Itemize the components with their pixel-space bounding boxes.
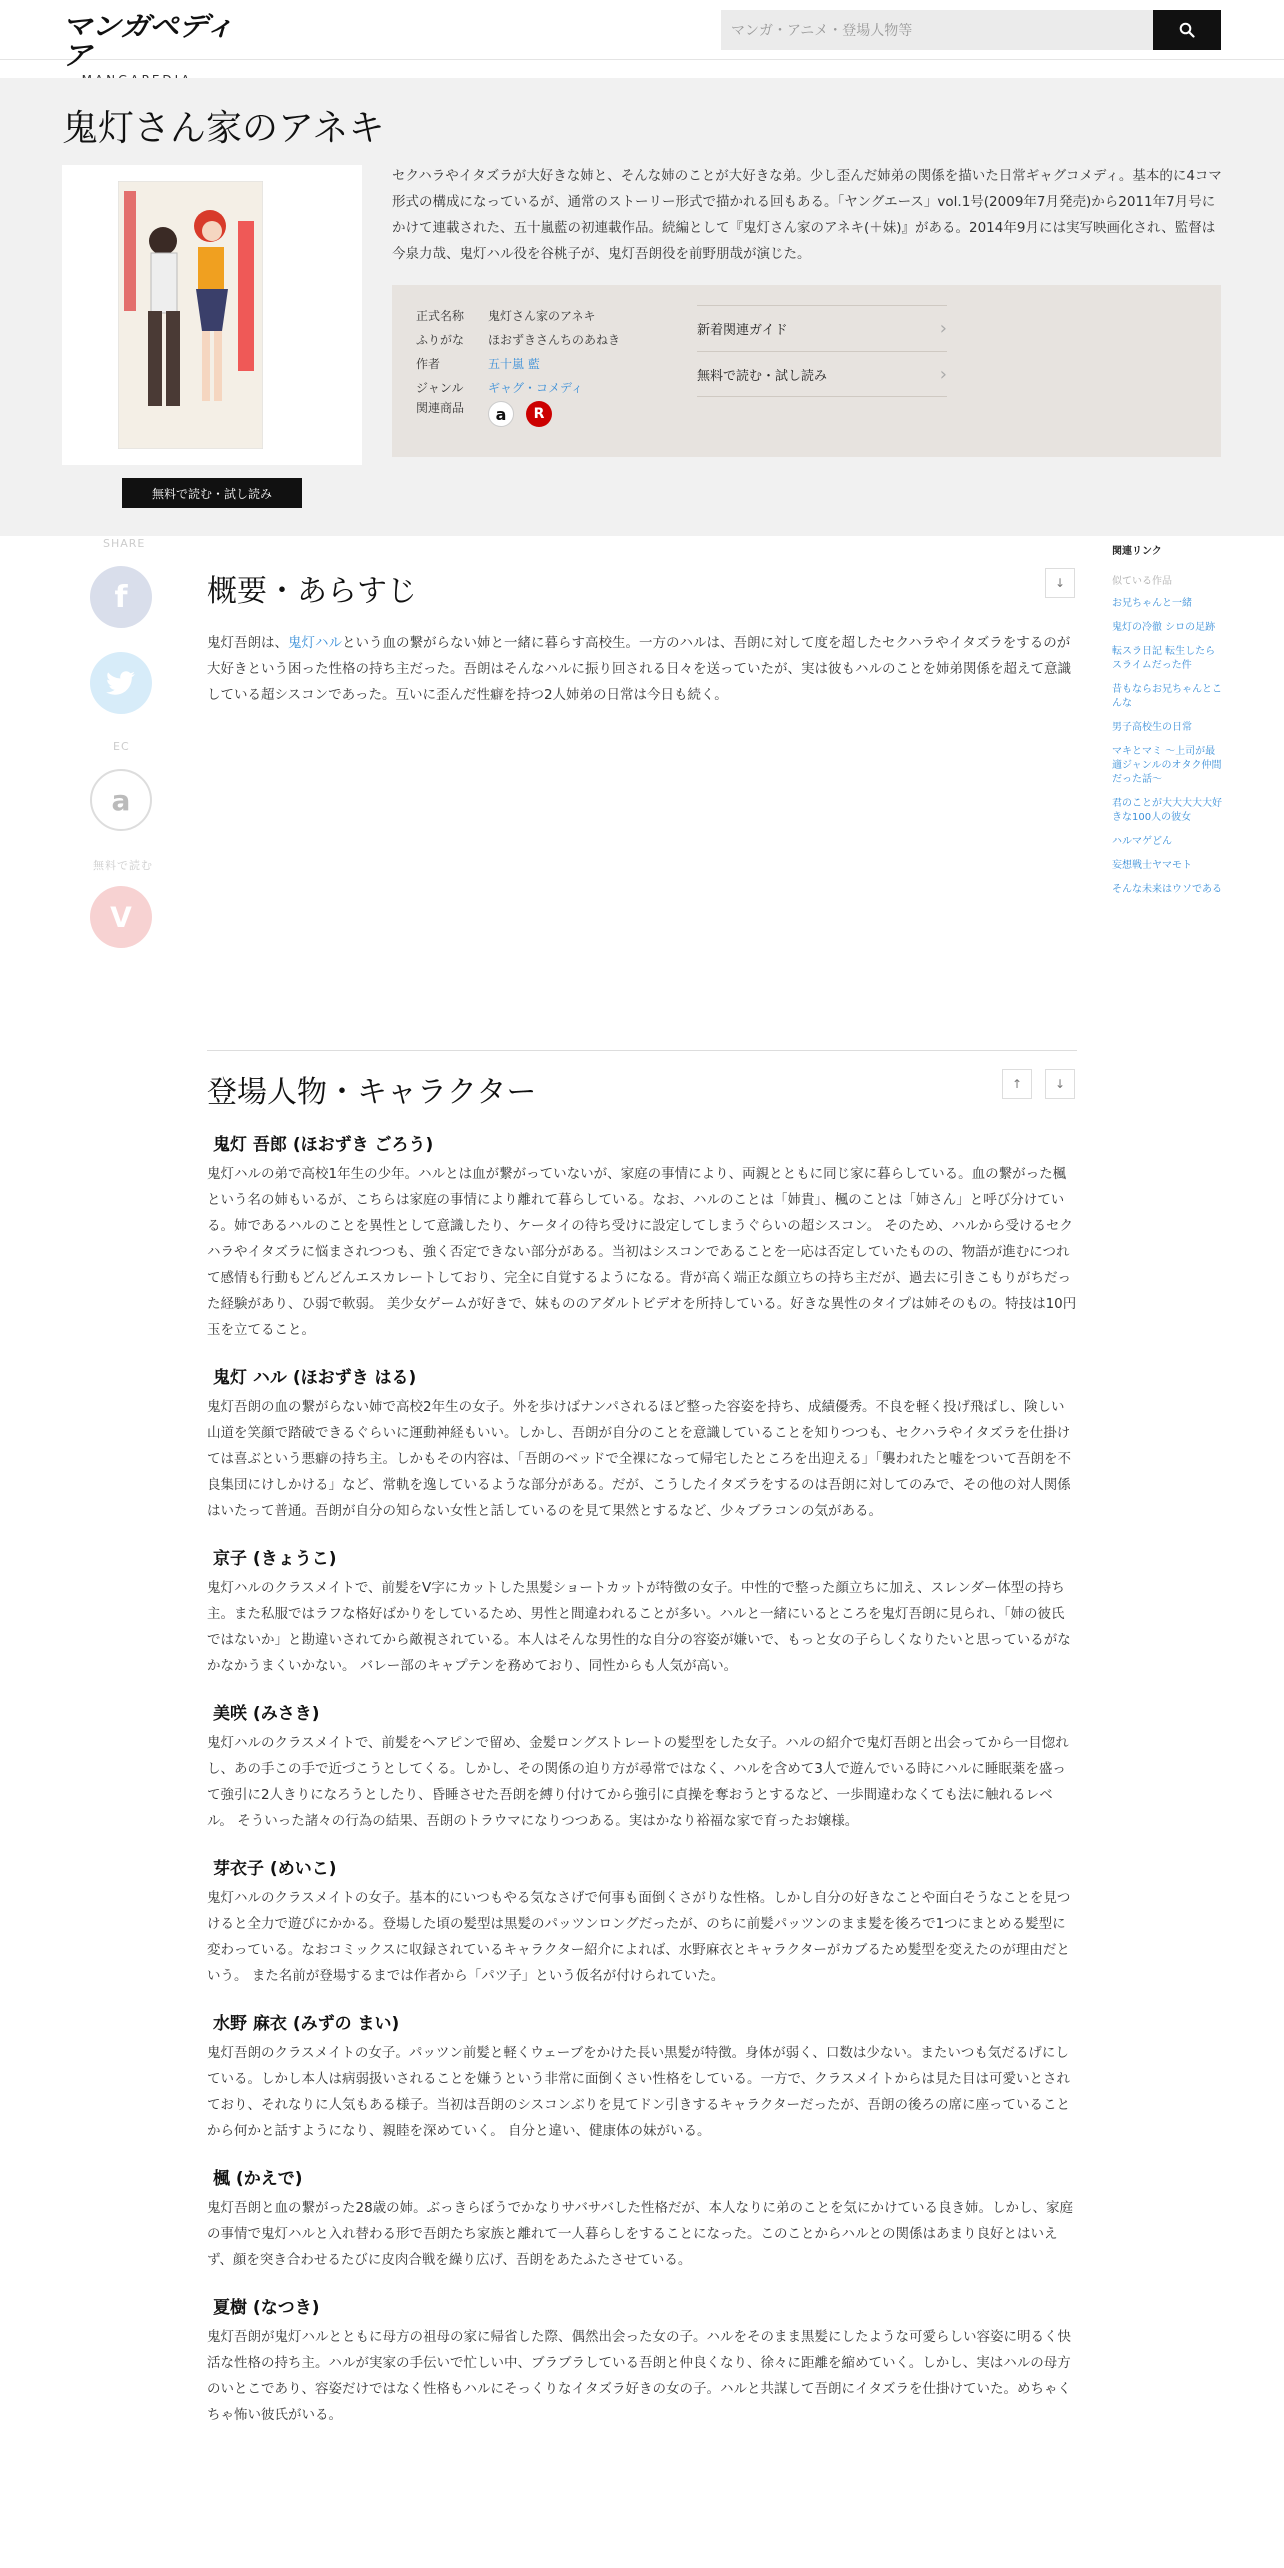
info-row-genre bbox=[416, 375, 620, 399]
character-name: 鬼灯 吾郎 (ほおずき ごろう) bbox=[213, 1135, 434, 1155]
shop-icons bbox=[488, 401, 552, 427]
main-content bbox=[207, 560, 1077, 2448]
related-link[interactable]: マキとマミ ～上司が最適ジャンルのオタク仲間だった話～ bbox=[1112, 746, 1222, 785]
character-entry bbox=[207, 2293, 1077, 2428]
character-entry bbox=[207, 1699, 1077, 1834]
info-row-furigana bbox=[416, 327, 620, 351]
character-description: 鬼灯ハルのクラスメイトの女子。基本的にいつもやる気なさげで何事も面倒くさがりな性格。しかし自分の好きなことや面白そうなことを見つけると全力で遊びにかかる。登場した頃の髪型は黒髪のパッツンロングだったが、のちに前髪パッツンのまま髪を後ろで1つにまとめる髪型に変わっている。なおコミックスに収録されているキャラクター紹介によれば、水野麻衣とキャラクターがカブるため髪型を変えたのが理由だという。 また名前が登場するまでは作者から「パツ子」という仮名が付けられていた。 bbox=[207, 1890, 1071, 1984]
info-key: 作者 bbox=[416, 356, 441, 371]
page-title: 鬼灯さん家のアネキ bbox=[62, 108, 385, 149]
character-description: 鬼灯ハルの弟で高校1年生の少年。ハルとは血が繋がっていないが、家庭の事情により、両親とともに同じ家に暮らしている。血の繋がった楓という名の姉もいるが、こちらは家庭の事情により離れて暮らしている。なお、ハルのことは「姉貴」、楓のことは「姉さん」と呼び分けている。姉であるハルのことを異性として意識したり、ケータイの待ち受けに設定してしまうぐらいの超シスコン。 そのため、ハルから受けるセクハラやイタズラに悩まされつつも、強く否定できない部分がある。当初はシスコンであることを一応は否定していたものの、物語が進むにつれて感情も行動もどんどんエスカレートしており、完全に自覚するようになる。背が高く端正な顔立ちの持ち主だが、過去に引きこもりがちだった経験があり、ひ弱で軟弱。 美少女ゲームが好きで、妹もののアダルトビデオを所持している。好きな異性のタイプは姉そのもの。特技は10円玉を立てること。 bbox=[207, 1166, 1077, 1338]
character-description: 鬼灯ハルのクラスメイトで、前髪をヘアピンで留め、金髪ロングストレートの髪型をした女子。ハルの紹介で鬼灯吾朗と出会ってから一目惚れし、あの手この手で近づこうとしてくる。しかし、その関係の迫り方が尋常ではなく、ハルを含めて3人で遊んでいる時にハルに睡眠薬を盛って強引に2人きりになろうとしたり、昏睡させた吾朗を縛り付けてから強引に貞操を奪おうとするなど、一歩間違わなくても法に触れるレベル。 そういった諸々の行為の結果、吾朗のトラウマになりつつある。実はかなり裕福な家で育ったお嬢様。 bbox=[207, 1735, 1069, 1829]
chevron-right-icon: › bbox=[939, 318, 947, 339]
cover-frame bbox=[62, 165, 362, 465]
character-description: 鬼灯吾朗の血の繋がらない姉で高校2年生の女子。外を歩けばナンパされるほど整った容姿を持ち、成績優秀。不良を軽く投げ飛ばし、険しい山道を笑顔で踏破できるぐらいに運動神経もいい。しかし、吾朗が自分のことを意識していることを知りつつも、セクハラやイタズラを仕掛けては喜ぶという悪癖の持ち主。しかもその内容は、「吾朗のベッドで全裸になって帰宅したところを出迎える」「襲われたと嘘をついて吾朗を不良集団にけしかける」など、常軌を逸しているような部分がある。だが、こうしたイタズラをするのは吾朗に対してのみで、その他の対人関係はいたって普通。吾朗が自分の知らない女性と話しているのを見て果然とするなど、少々ブラコンの気がある。 bbox=[207, 1399, 1071, 1519]
share-label: SHARE bbox=[103, 537, 146, 550]
site-logo[interactable] bbox=[62, 10, 262, 72]
link-label: 新着関連ガイド bbox=[697, 323, 788, 338]
work-info-table bbox=[416, 303, 620, 435]
similar-works-heading: 似ている作品 bbox=[1112, 576, 1172, 587]
search-input[interactable] bbox=[721, 10, 1153, 50]
new-guide-link[interactable] bbox=[697, 305, 947, 351]
amazon-icon: a bbox=[111, 783, 131, 817]
work-info-box bbox=[392, 285, 1221, 457]
related-link[interactable]: 昔もならお兄ちゃんとこんな bbox=[1112, 684, 1222, 709]
link-label: 無料で読む・試し読み bbox=[697, 368, 828, 384]
related-link[interactable]: ハルマゲどん bbox=[1112, 836, 1172, 847]
character-entry bbox=[207, 1854, 1077, 1989]
related-links bbox=[1112, 545, 1222, 907]
info-row-author bbox=[416, 351, 620, 375]
character-entry bbox=[207, 1363, 1077, 1524]
facebook-share-button[interactable] bbox=[90, 566, 152, 628]
scroll-up-button[interactable] bbox=[1002, 1069, 1032, 1099]
character-description: 鬼灯吾朗と血の繋がった28歳の姉。ぶっきらぼうでかなりサバサバした性格だが、本人なりに弟のことを気にかけている良き姉。しかし、家庭の事情で鬼灯ハルと入れ替わる形で吾朗たち家族と離れて一人暮らしをすることになった。このことからハルとの関係はあまり良好とはいえず、顔を突き合わせるたびに皮肉合戦を繰り広げ、吾朗をあたふたさせている。 bbox=[207, 2200, 1074, 2268]
characters-title: 登場人物・キャラクター bbox=[207, 1075, 537, 1110]
info-key: ふりがな bbox=[416, 332, 465, 347]
info-links bbox=[697, 305, 947, 397]
info-value: ほおずきさんちのあねき bbox=[488, 332, 621, 347]
info-key: ジャンル bbox=[416, 380, 464, 395]
character-name: 鬼灯 ハル (ほおずき はる) bbox=[213, 1368, 417, 1388]
facebook-icon: f bbox=[114, 579, 128, 615]
amazon-ec-button[interactable] bbox=[90, 769, 152, 831]
chevron-right-icon: › bbox=[939, 363, 947, 385]
info-row-products bbox=[416, 399, 620, 435]
info-row-official-name bbox=[416, 303, 620, 327]
character-name: 楓 (かえで) bbox=[213, 2169, 303, 2189]
overview-header bbox=[207, 560, 1077, 620]
character-name: 夏樹 (なつき) bbox=[213, 2298, 320, 2318]
character-list bbox=[207, 1130, 1077, 2428]
free-read-label: 無料で読む bbox=[93, 859, 153, 872]
info-key: 正式名称 bbox=[416, 308, 465, 323]
free-read-link[interactable] bbox=[697, 351, 947, 397]
related-link[interactable]: 妄想戦士ヤマモト bbox=[1112, 860, 1192, 871]
ec-label: EC bbox=[113, 740, 130, 753]
related-link[interactable]: 鬼灯の冷徹 シロの足跡 bbox=[1112, 622, 1216, 633]
character-name: 水野 麻衣 (みずの まい) bbox=[213, 2014, 400, 2034]
scroll-down-button[interactable] bbox=[1045, 568, 1075, 598]
character-name: 美咲 (みさき) bbox=[213, 1704, 320, 1724]
work-description: セクハラやイタズラが大好きな姉と、そんな姉のことが大好きな弟。少し歪んだ姉弟の関係を描いた日常ギャグコメディ。基本的に4コマ形式の構成になっているが、通常のストーリー形式で描かれる回もある。「ヤングエース」vol.1号(2009年7月発売)から2011年7月号にかけて連載された、五十嵐藍の初連載作品。続編として『鬼灯さん家のアネキ(＋妹)』がある。2014年9月には実写映画化され、監督は今泉力哉、鬼灯ハル役を谷桃子が、鬼灯吾朗役を前野朋哉が演じた。 bbox=[392, 168, 1222, 262]
free-read-share-button[interactable] bbox=[90, 886, 152, 948]
rakuten-icon[interactable]: R bbox=[526, 401, 552, 427]
logo-main-text: マンガペディア bbox=[62, 11, 234, 72]
character-entry bbox=[207, 1130, 1077, 1343]
character-entry bbox=[207, 2164, 1077, 2273]
character-description: 鬼灯ハルのクラスメイトで、前髪をV字にカットした黒髪ショートカットが特徴の女子。中性的で整った顔立ちに加え、スレンダー体型の持ち主。また私服ではラフな格好ばかりをしているため、男性と間違われることが多い。ハルと一緒にいるところを鬼灯吾朗に見られ、「姉の彼氏ではないか」と勘違いされてから敵視されている。本人はそんな男性的な自分の容姿が嫌いで、もっと女の子らしくなりたいと思っているがなかなかうまくいかない。 バレー部のキャプテンを務めており、同性からも人気が高い。 bbox=[207, 1580, 1071, 1674]
overview-title: 概要・あらすじ bbox=[207, 574, 417, 609]
related-links-title: 関連リンク bbox=[1112, 546, 1162, 557]
scroll-down-button[interactable] bbox=[1045, 1069, 1075, 1099]
arrow-down-icon: ↓ bbox=[1054, 576, 1066, 590]
character-description: 鬼灯吾朗が鬼灯ハルとともに母方の祖母の家に帰省した際、偶然出会った女の子。ハルをそのまま黒髪にしたような可愛らしい容姿に明るく快活な性格の持ち主。ハルが実家の手伝いで忙しい中、ブラブラしている吾朗と仲良くなり、徐々に距離を縮めていく。しかし、実はハルの母方のいとこであり、容姿だけではなく性格もハルにそっくりなイタズラ好きの女の子。ハルと共謀して吾朗にイタズラを仕掛けていた。めちゃくちゃ怖い彼氏がいる。 bbox=[207, 2329, 1071, 2423]
overview-text-rest: という血の繋がらない姉と一緒に暮らす高校生。一方のハルは、吾朗に対して度を超したセクハラやイタズラをするのが大好きという困った性格の持ち主だった。吾朗はそんなハルに振り回される日々を送っていたが、実は彼もハルのことを姉弟関係を超えて意識している超シスコンであった。互いに歪んだ性癖を持つ2人姉弟の日常は今日も続く。 bbox=[207, 635, 1071, 703]
related-link[interactable]: 君のことが大大大大大好きな100人の彼女 bbox=[1112, 798, 1222, 823]
free-read-button[interactable]: 無料で読む・試し読み bbox=[122, 478, 302, 508]
character-description: 鬼灯吾朗のクラスメイトの女子。パッツン前髪と軽くウェーブをかけた長い黒髪が特徴。身体が弱く、口数は少ない。またいつも気だるげにしている。しかし本人は病弱扱いされることを嫌うという非常に面倒くさい性格をしている。一方で、クラスメイトからは見た目は可愛いとされており、それなりに人気もある様子。当初は吾朗のシスコンぶりを見てドン引きするキャラクターだったが、吾朗の後ろの席に座っていることから何かと話すようになり、親睦を深めていく。 自分と違い、健康体の妹がいる。 bbox=[207, 2045, 1071, 2139]
haru-link[interactable]: 鬼灯ハル bbox=[288, 635, 342, 651]
overview-text-start: 鬼灯吾朗は、 bbox=[207, 635, 288, 651]
character-name: 京子 (きょうこ) bbox=[213, 1549, 337, 1569]
info-value: 鬼灯さん家のアネキ bbox=[488, 308, 596, 323]
overview-text bbox=[207, 630, 1077, 708]
search-button[interactable] bbox=[1153, 10, 1221, 50]
character-entry bbox=[207, 1544, 1077, 1679]
related-link[interactable]: そんな未来はウソである bbox=[1112, 884, 1222, 895]
character-name: 芽衣子 (めいこ) bbox=[213, 1859, 337, 1879]
twitter-icon bbox=[106, 671, 136, 695]
info-key: 関連商品 bbox=[416, 401, 465, 415]
search-icon bbox=[1179, 22, 1195, 38]
twitter-share-button[interactable] bbox=[90, 652, 152, 714]
related-link[interactable]: お兄ちゃんと一緒 bbox=[1112, 598, 1192, 609]
characters-header bbox=[207, 1050, 1077, 1130]
arrow-up-icon: ↑ bbox=[1011, 1077, 1023, 1091]
author-link[interactable]: 五十嵐 藍 bbox=[488, 356, 540, 371]
related-link[interactable]: 男子高校生の日常 bbox=[1112, 722, 1192, 733]
genre-link[interactable]: ギャグ・コメディ bbox=[488, 380, 584, 395]
amazon-icon[interactable]: a bbox=[488, 401, 514, 427]
character-entry bbox=[207, 2009, 1077, 2144]
site-header bbox=[0, 0, 1284, 72]
cover-image[interactable] bbox=[118, 181, 263, 449]
related-link[interactable]: 転スラ日記 転生したらスライムだった件 bbox=[1112, 646, 1216, 671]
arrow-down-icon: ↓ bbox=[1054, 1077, 1066, 1091]
bookmark-icon: ᐯ bbox=[110, 900, 132, 934]
